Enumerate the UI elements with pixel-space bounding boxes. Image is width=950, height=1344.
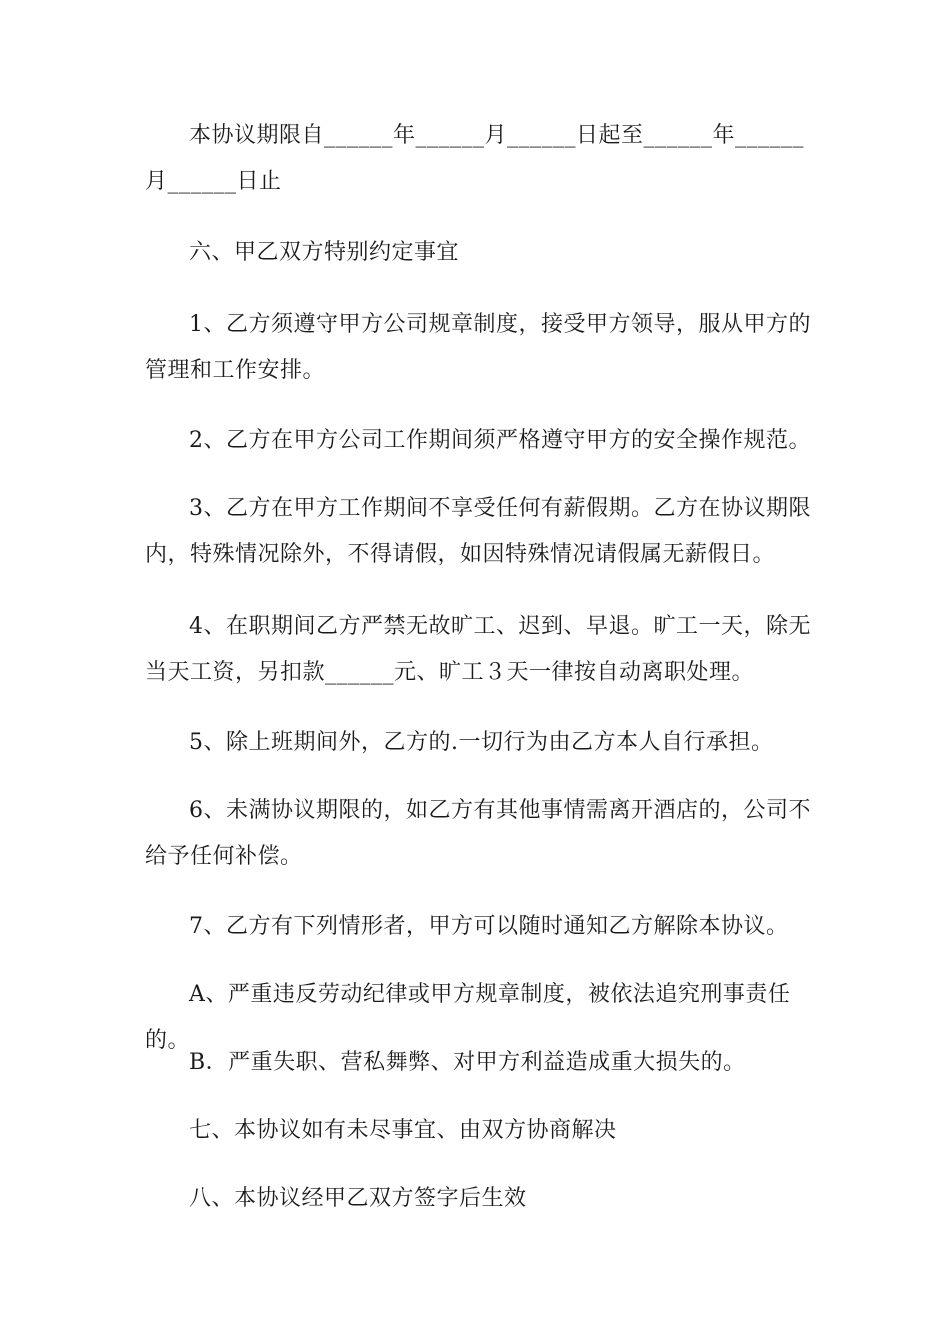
clause-7a-paragraph: A、严重违反劳动纪律或甲方规章制度，被依法追究刑事责任的。 [145, 982, 791, 1053]
section-6-heading: 六、甲乙双方特别约定事宜 [189, 240, 460, 265]
clause-1-paragraph: 1、乙方须遵守甲方公司规章制度，接受甲方领导，服从甲方的管理和工作安排。 [145, 312, 811, 383]
section-8-heading: 八、本协议经甲乙双方签字后生效 [189, 1186, 527, 1211]
clause-7-paragraph: 7、乙方有下列情形者，甲方可以随时通知乙方解除本协议。 [189, 914, 789, 939]
clause-5-paragraph: 5、除上班期间外，乙方的.一切行为由乙方本人自行承担。 [189, 730, 774, 755]
section-7-heading: 七、本协议如有未尽事宜、由双方协商解决 [189, 1118, 617, 1143]
agreement-term-paragraph: 本协议期限自______年______月______日起至______年______月______日止 [145, 123, 805, 194]
clause-4-paragraph: 4、在职期间乙方严禁无故旷工、迟到、早退。旷工一天，除无当天工资，另扣款______元、旷工３天一律按自动离职处理。 [145, 614, 811, 685]
clause-6-paragraph: 6、未满协议期限的，如乙方有其他事情需离开酒店的，公司不给予任何补偿。 [145, 798, 811, 869]
clause-7b-paragraph: B．严重失职、营私舞弊、对甲方利益造成重大损失的。 [189, 1050, 746, 1075]
clause-2-paragraph: 2、乙方在甲方公司工作期间须严格遵守甲方的安全操作规范。 [189, 428, 811, 453]
clause-3-paragraph: 3、乙方在甲方工作期间不享受任何有薪假期。乙方在协议期限内，特殊情况除外，不得请假，如因特殊情况请假属无薪假日。 [145, 496, 811, 567]
